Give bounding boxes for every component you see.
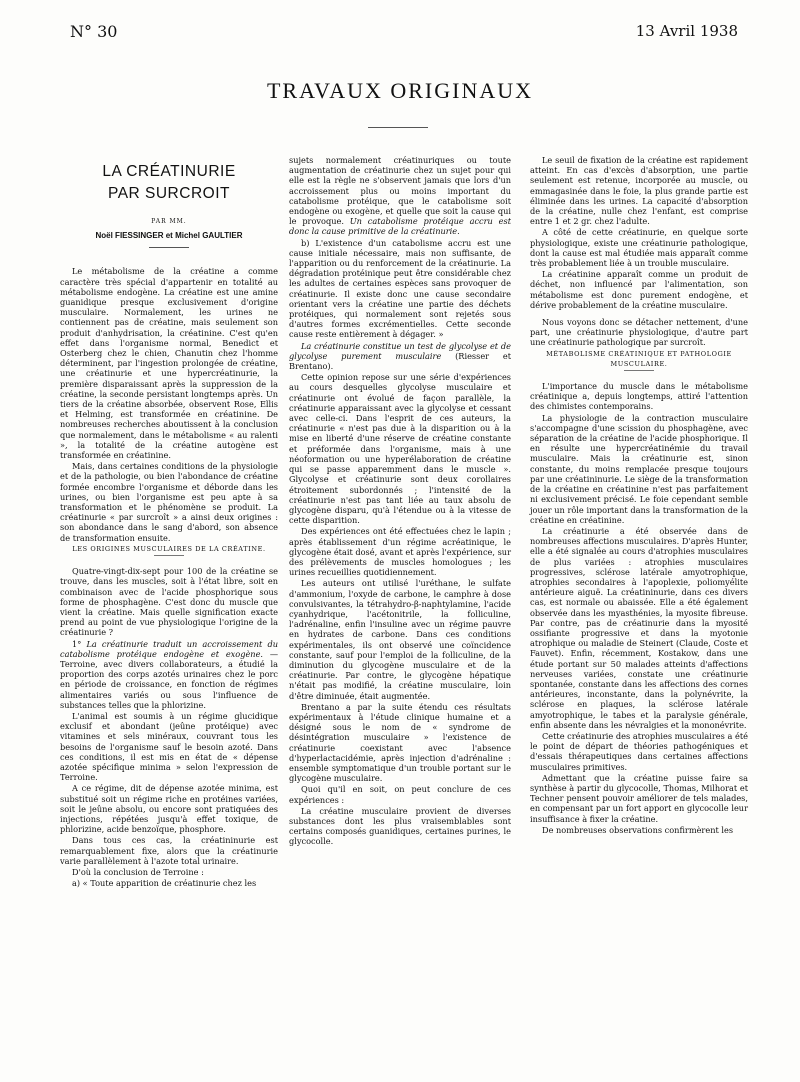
paragraph: La physiologie de la contraction musculaire s'accompagne d'une scission du phosphagène, avec séparation de la créatine de l'acide phosphorique. Il en résulte une hypercréatinémie du travail musculaire. Mais la créatinurie est, sinon constante, du moins remplacée presque toujours par une créatininurie. Le siège de la transformation de la créatine en créatinine n'est pas parfaitement ni exclusivement précisé. Le foie cependant semble jouer un rôle important dans la transformation de la créatine en créatinine. — [530, 412, 748, 525]
issue-date: 13 Avril 1938 — [635, 22, 738, 40]
paragraph: Les auteurs ont utilisé l'uréthane, le sulfate d'ammonium, l'oxyde de carbone, le camphre à dose convulsivantes, la tétrahydro-β-naphtylamine, l'acide cyanhydrique, l'acétonitrile, la folliculine, l'adrénaline, enfin l'insuline avec un régime pauvre en hydrates de carbone. Dans ces conditions expérimentales, ils ont observé une coïncidence constante, sauf pour l'emploi de la folliculine, de la diminution du glycogène musculaire et de la créatinurie. Par contre, le glycogène hépatique n'était pas modifié, la créatine musculaire, loin d'être diminuée, était augmentée. — [289, 578, 511, 701]
paragraph: D'où la conclusion de Terroine : — [72, 866, 204, 877]
paragraph — [60, 639, 278, 710]
section-heading — [530, 349, 748, 369]
column-1 — [60, 155, 278, 889]
paragraph: b) L'existence d'un catabolisme accru est une cause initiale nécessaire, mais non suffisante, de l'apparition ou du renforcement de la créatinurie. La dégradation protéinique peut être considérable chez les adultes de certaines espèces sans provoquer de créatinurie. Il existe donc une cause secondaire orientant vers la créatine une partie des déchets protéiques, qui normalement sont rejetés sous d'autres formes excrémentielles. Cette seconde cause reste entièrement à dégager. » — [289, 237, 511, 340]
paragraph: Cette opinion repose sur une série d'expériences au cours desquelles glycolyse musculaire et créatinurie ont évolué de façon parallèle, la créatinurie apparaissant avec la glycolyse et cessant avec celle-ci. Dans l'esprit de ces auteurs, la créatinurie « n'est pas due à la disparition ou à la mise en liberté d'une réserve de créatine constante et préformée dans l'organisme, mais à une néoformation ou une hyperélaboration de créatine qui se passe apparemment dans le muscle ». Glycolyse et créatinurie sont deux corollaires étroitement subordonnés ; l'intensité de la créatinurie n'est pas tant liée au taux absolu de glycogène disparu, qu'à l'étendue ou à la vitesse de cette disparition. — [289, 372, 511, 526]
paragraph: Quoi qu'il en soit, on peut conclure de ces expériences : — [289, 784, 511, 805]
paragraph: Dans tous ces cas, la créatininurie est remarquablement fixe, alors que la créatinurie varie parallèlement à l'azote total urinaire. — [60, 835, 278, 866]
italic-text: La créatinurie constitue un test de glycolyse et de glycolyse purement musculaire — [289, 340, 511, 361]
text: sujets normalement créatinuriques ou toute augmentation de créatinurie chez un sujet pour qui elle est la règle ne s'observent jamais que lors d'un accroissement plus ou moins important du catabolisme protéique, que le catabolisme soit endogène ou exogène, et quelle que soit la cause qui le provoque. — [289, 155, 511, 227]
authors: Noël FIESSINGER et Michel GAULTIER — [95, 231, 243, 241]
paragraph: a) « Toute apparition de créatinurie chez les — [72, 878, 257, 889]
paragraph: Cette créatinurie des atrophies musculaires a été le point de départ de théories pathogéniques et d'essais thérapeutiques dans certaines affections musculaires primitives. — [530, 730, 748, 772]
article-title-line-2: PAR SURCROIT — [108, 185, 230, 202]
paragraph: De nombreuses observations confirmèrent les — [542, 824, 734, 835]
article-title — [60, 161, 278, 205]
section-heading-line-2: MUSCULAIRE. — [610, 359, 668, 368]
paragraph: A côté de cette créatinurie, en quelque sorte physiologique, existe une créatinurie pathologique, dont la cause est mal étudiée mais apparaît comme très probablement liée à un trouble musculaire. — [530, 227, 748, 269]
article-title-line-1: LA CRÉATINURIE — [102, 163, 236, 180]
paragraph: Nous voyons donc se détacher nettement, d'une part, une créatinurie physiologique, d'autre part une créatinurie pathologique par surcroît. — [530, 317, 748, 348]
section-divider — [154, 555, 184, 556]
paragraph: Mais, dans certaines conditions de la physiologie et de la pathologie, ou bien l'abondance de créatine formée encombre l'organisme et déborde dans les urines, ou bien l'organisme est peu apte à sa transformation et le phénomène se produit. La créatinurie « par surcroît » a ainsi deux origines : son abondance dans le sang d'abord, son absence de transformation ensuite. — [60, 461, 278, 543]
paragraph: La créatinurie a été observée dans de nombreuses affections musculaires. D'après Hunter, elle a été signalée au cours d'atrophies musculaires de plus variées : atrophies musculaires progressives, sclérose latérale amyotrophique, atrophies secondaires à l'apoplexie, poliomyélite antérieure aiguë. La créatininurie, dans ces divers cas, est normale ou abaissée. Elle a été également observée dans les myasthénies, la myosite fibreuse. Par contre, pas de créatinurie dans la myosité ossifiante progressive et dans la myotonie atrophique ou maladie de Steinert (Claude, Coste et Fauvet). Enfin, récemment, Kostakow, dans une étude portant sur 50 malades atteints d'affections nerveuses variées, constate une créatinurie spontanée, constante dans les affections des cornes antérieures, inconstante, dans la polynévrite, la sclérose en plaques, la sclérose latérale amyotrophique, le tabes et la paralysie générale, enfin absente dans les névralgies et la mononévrite. — [530, 525, 748, 730]
section-divider — [624, 370, 654, 371]
italic-text: La créatinurie traduit un accroissement du catabolisme protéique endogène et exogène. — [60, 638, 278, 659]
section-heading: LES ORIGINES MUSCULAIRES DE LA CRÉATINE. — [72, 544, 266, 553]
paragraph — [289, 155, 511, 237]
authors-divider — [149, 247, 189, 248]
italic-text: Un catabolisme protéique accru est donc la cause primitive de la créatinurie. — [289, 216, 511, 237]
paragraph: Le métabolisme de la créatine a comme caractère très spécial d'appartenir en totalité au métabolisme endogène. La créatine est une amine guanidique presque exclusivement d'origine musculaire. Normalement, les urines ne contiennent pas de créatine, mais seulement son produit d'anhydrisation, la créatinine. C'est qu'en effet dans l'organisme normal, Benedict et Osterberg chez le chien, Chanutin chez l'homme déterminent, par l'ingestion prolongée de créatine, une créatinurie et une hypercréatinurie, la première disparaissant après la suppression de la créatine, la seconde persistant longtemps après. Un tiers de la créatine absorbée, observent Rose, Ellis et Helming, est transformée en créatinine. De nombreuses recherches aboutissent à la conclusion que normalement, dans le métabolisme « au ralenti », la totalité de la créatine autogène est transformée en créatinine. — [60, 266, 278, 461]
paragraph: L'animal est soumis à un régime glucidique exclusif et abondant (jeûne protéique) avec vitamines et sels minéraux, couvrant tous les besoins de l'organisme sauf le besoin azoté. Dans ces conditions, il est mis en état de « dépense azotée spécifique minima » selon l'expression de Terroine. — [60, 710, 278, 783]
paragraph: Le seuil de fixation de la créatine est rapidement atteint. En cas d'excès d'absorption, une partie seulement est retenue, incorporée au muscle, ou emmagasinée dans le foie, la plus grande partie est éliminée dans les urines. La capacité d'absorption de la créatine, nulle chez l'enfant, est comprise entre 1 et 2 gr. chez l'adulte. — [530, 155, 748, 227]
paragraph — [289, 341, 511, 372]
paragraph: Brentano a par la suite étendu ces résultats expérimentaux à l'étude clinique humaine et a désigné sous le nom de « syndrome de désintégration musculaire » l'existence de créatinurie coexistant avec l'absence d'hyperlactacidémie, après injection d'adrénaline : ensemble symptomatique d'un trouble portant sur le glycogène musculaire. — [289, 701, 511, 784]
section-title: TRAVAUX ORIGINAUX — [266, 78, 534, 103]
text: — Terroine, avec divers collaborateurs, a étudié la proportion des corps azotés urinaires chez le porc en période de croissance, en fonction de régimes alimentaires variés ou sous l'influence de substances telles que la phlorizine. — [60, 648, 279, 710]
column-3 — [530, 155, 748, 836]
text: (Riesser et Brentano). — [289, 350, 511, 372]
paragraph: Admettant que la créatine puisse faire sa synthèse à partir du glycocolle, Thomas, Milhorat et Techner pensent pouvoir améliorer de tels malades, en compensant par un fort apport en glycocolle leur insuffisance à fixer la créatine. — [530, 772, 748, 824]
paragraph: Des expériences ont été effectuées chez le lapin ; après établissement d'un régime acréatinique, le glycogène était dosé, avant et après l'expérience, sur des prélèvements de muscles homologues ; les urines recueillies quotidiennement. — [289, 526, 511, 578]
section-heading-line-1: MÉTABOLISME CRÉATINIQUE ET PATHOLOGIE — [546, 349, 732, 358]
paragraph: La créatine musculaire provient de diverses substances dont les plus vraisemblables sont certains composés guanidiques, certaines purines, le glycocolle. — [289, 805, 511, 847]
paragraph: A ce régime, dit de dépense azotée minima, est substitué soit un régime riche en protéines variées, soit le jeûne absolu, ou encore sont pratiquées des injections, répétées jusqu'à effet toxique, de phlorizine, acide benzoïque, phosphore. — [60, 783, 278, 835]
text: 1° — [72, 638, 87, 649]
paragraph: Quatre-vingt-dix-sept pour 100 de la créatine se trouve, dans les muscles, soit à l'état libre, soit en combinaison avec de l'acide phosphorique sous forme de phosphagène. C'est donc du muscle que vient la créatine. Mais quelle signification exacte prend au point de vue physiologique l'origine de la créatinurie ? — [60, 566, 278, 638]
paragraph: La créatinine apparaît comme un produit de déchet, non influencé par l'alimentation, son métabolisme est donc purement endogène, et dérive probablement de la créatine musculaire. — [530, 269, 748, 310]
column-2 — [289, 155, 511, 848]
paragraph: L'importance du muscle dans le métabolisme créatinique a, depuis longtemps, attiré l'attention des chimistes contemporains. — [530, 381, 748, 412]
title-divider — [368, 127, 428, 128]
par-mm: PAR MM. — [151, 218, 187, 225]
issue-number: N° 30 — [70, 22, 118, 41]
